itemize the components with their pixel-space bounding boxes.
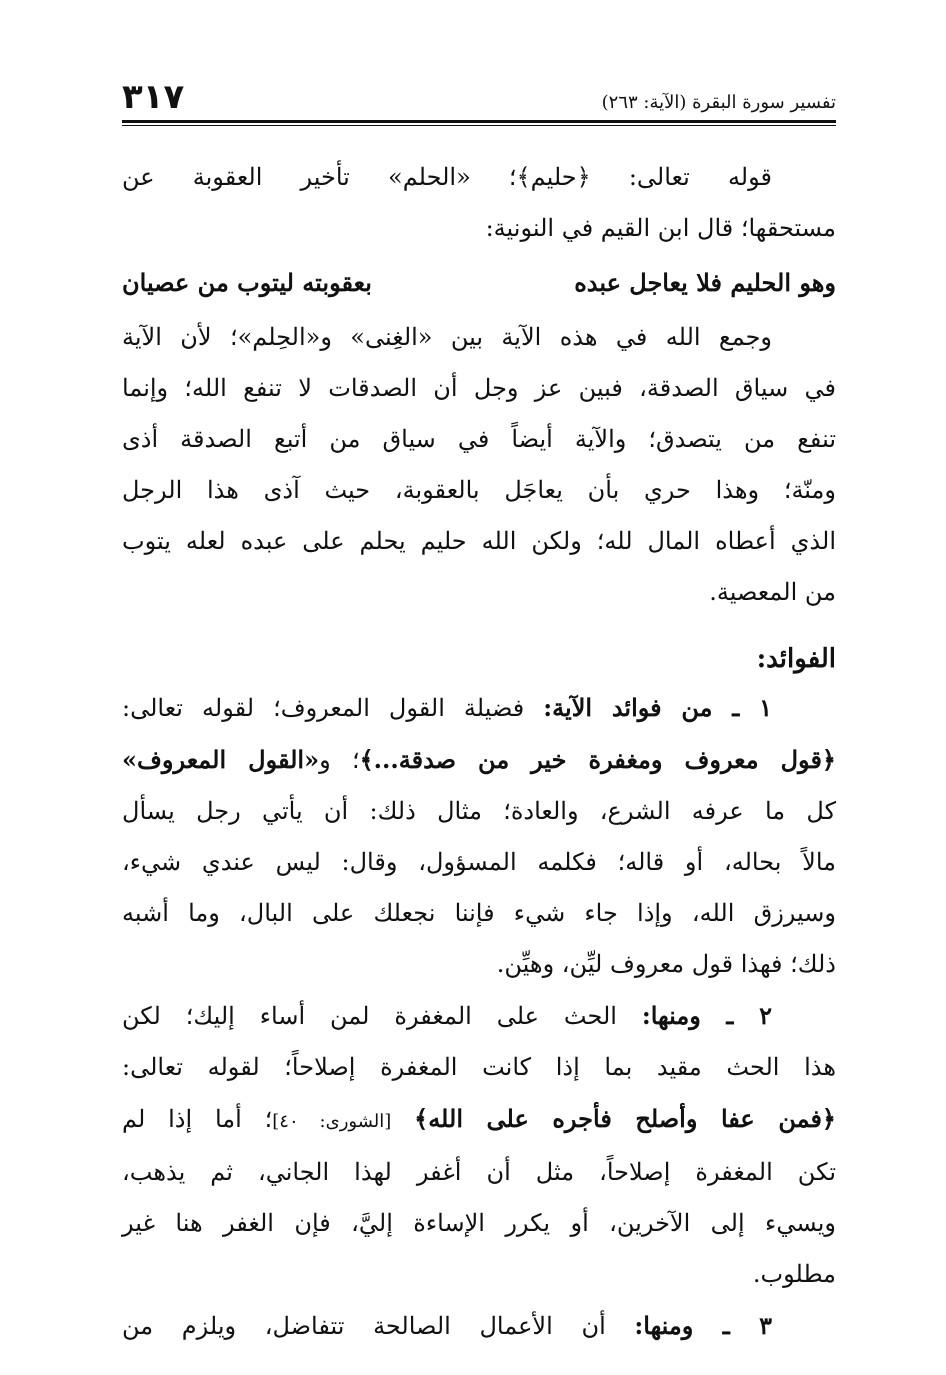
text-line: ذلك؛ فهذا قول معروف ليِّن، وهيِّن. [496, 950, 836, 978]
header-rule-thin [122, 125, 836, 126]
verse-first-hemistich: وهو الحليم فلا يعاجل عبده [574, 268, 836, 297]
quran-reference: [الشورى: ٤٠] [272, 1111, 392, 1132]
text-line: كل ما عرفه الشرع، والعادة؛ مثال ذلك: أن يأتي رجل يسأل [122, 797, 836, 825]
text-line: ومنّة؛ وهذا حري بأن يعاجَل بالعقوبة، حيث آذى هذا الرجل [122, 476, 836, 504]
benefit-label: ٢ ـ ومنها: [641, 1001, 772, 1030]
text-line [122, 1093, 836, 1147]
poetry-verse [122, 254, 836, 312]
defined-term: «القول المعروف» [122, 745, 320, 774]
page-number: ٣١٧ [122, 77, 185, 117]
text-line: في سياق الصدقة، فبين عز وجل أن الصدقات لا تنفع الله؛ وإنما [122, 374, 836, 402]
text-line: مستحقها؛ قال ابن القيم في النونية: [485, 214, 836, 242]
text-span: أن الأعمال الصالحة تتفاضل، ويلزم من [122, 1312, 606, 1340]
text-span: الحث على المغفرة لمن أساء إليك؛ لكن [122, 1002, 617, 1030]
text-line [122, 1300, 836, 1352]
quran-quote: ﴿قول معروف ومغفرة خير من صدقة...﴾ [359, 745, 836, 774]
paragraph-ghina-hilm [122, 312, 836, 618]
header-rule-thick [122, 120, 836, 123]
text-span: ؛ و [319, 746, 360, 774]
text-line: تنفع من يتصدق؛ والآية أيضاً في سياق من أتبع الصدقة أذى [122, 425, 836, 453]
text-line: مالاً بحاله، أو قاله؛ فكلمه المسؤول، وقال: ليس عندي شيء، [122, 848, 836, 876]
benefit-2 [122, 990, 836, 1300]
text-line [122, 734, 836, 786]
page-header [122, 78, 836, 120]
text-line: وسيرزق الله، وإذا جاء شيء فإننا نجعلك على البال، وما أشبه [122, 899, 836, 927]
text-line [122, 990, 836, 1042]
benefit-label: ١ ـ من فوائد الآية: [543, 693, 772, 722]
section-heading: الفوائد: [756, 644, 836, 674]
quran-quote: ﴿فمن عفا وأصلح فأجره على الله﴾ [414, 1104, 836, 1133]
text-line: تكن المغفرة إصلاحاً، مثل أن أغفر لهذا الجاني، ثم يذهب، [122, 1158, 836, 1186]
text-line: هذا الحث مقيد بما إذا كانت المغفرة إصلاحاً؛ لقوله تعالى: [122, 1053, 836, 1081]
text-line: مطلوب. [752, 1260, 836, 1288]
verse-second-hemistich: بعقوبته ليتوب من عصيان [122, 268, 372, 297]
text-span: ؛ أما إذا لم [122, 1105, 273, 1133]
paragraph-hilm [122, 152, 836, 254]
book-page [122, 78, 836, 1352]
text-line [122, 682, 836, 734]
benefit-3 [122, 1300, 836, 1352]
benefit-1 [122, 682, 836, 990]
text-line: وجمع الله في هذه الآية بين «الغِنى» و«الحِلم»؛ لأن الآية [122, 323, 772, 351]
text-span: فضيلة القول المعروف؛ لقوله تعالى: [122, 694, 525, 722]
text-line: ويسيء إلى الآخرين، أو يكرر الإساءة إليَّ، فإن الغفر هنا غير [122, 1209, 836, 1237]
text-line: قوله تعالى: ﴿حليم﴾؛ «الحلم» تأخير العقوبة عن [122, 163, 772, 191]
benefit-label: ٣ ـ ومنها: [634, 1311, 772, 1340]
text-line: الذي أعطاه المال لله؛ ولكن الله حليم يحلم على عبده لعله يتوب [122, 527, 836, 555]
text-line: من المعصية. [709, 578, 836, 606]
page-body [122, 152, 836, 1352]
running-title: تفسير سورة البقرة (الآية: ٢٦٣) [601, 92, 836, 113]
